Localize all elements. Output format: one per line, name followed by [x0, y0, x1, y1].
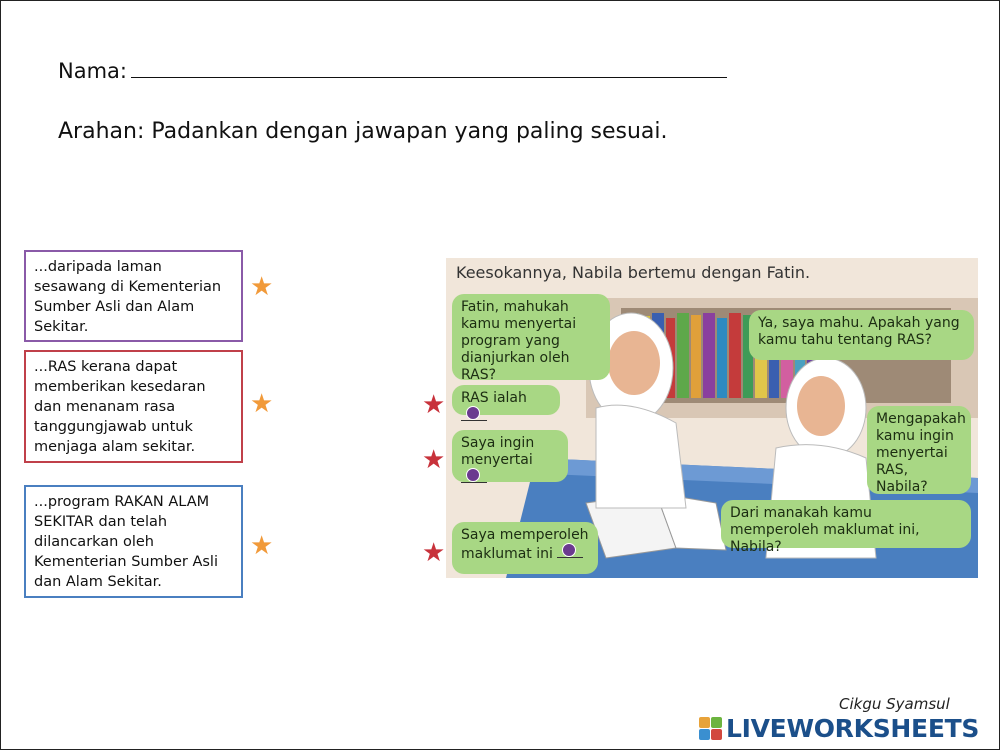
answer-blank-2[interactable]: [461, 469, 487, 483]
speech-bubble-mengapakah: [867, 406, 971, 494]
bubble-text-line-1: Saya memperoleh: [461, 527, 589, 543]
answer-dot-icon: [466, 468, 480, 482]
match-star-target-2[interactable]: ★: [422, 445, 446, 475]
answer-choice-text: ...daripada laman sesawang di Kementerian Sumber Asli dan Alam Sekitar.: [34, 259, 222, 335]
liveworksheets-logo-icon: [699, 717, 722, 740]
speech-bubble-saya-memperoleh: [452, 522, 598, 574]
bubble-text: Ya, saya mahu. Apakah yang kamu tahu tentang RAS?: [758, 315, 960, 348]
brand-name: LIVEWORKSHEETS: [726, 714, 980, 743]
speech-bubble-saya-ingin: [452, 430, 568, 482]
liveworksheets-logo[interactable]: [699, 714, 979, 744]
bubble-text: Dari manakah kamu memperoleh maklumat ini, Nabila?: [730, 505, 920, 555]
match-star-source-2[interactable]: ★: [250, 389, 274, 419]
name-row: [58, 57, 727, 83]
bubble-text: RAS ialah: [461, 390, 527, 406]
comic-caption: Keesokannya, Nabila bertemu dengan Fatin.: [456, 263, 811, 282]
speech-bubble-fatin-question: [452, 294, 610, 383]
bubble-text: Mengapakah kamu ingin menyertai RAS, Nabila?: [876, 411, 966, 495]
answer-dot-icon: [466, 406, 480, 420]
answer-choice-text: ...program RAKAN ALAM SEKITAR dan telah dilancarkan oleh Kementerian Sumber Asli dan Alam Sekitar.: [34, 494, 218, 590]
answer-choice-text: ...RAS kerana dapat memberikan kesedaran dan menanam rasa tanggungjawab untuk menjaga alam sekitar.: [34, 359, 206, 455]
speech-bubble-ras-ialah: [452, 385, 560, 415]
speech-bubble-reply-yes: [749, 310, 974, 360]
match-star-source-3[interactable]: ★: [250, 531, 274, 561]
match-star-source-1[interactable]: ★: [250, 272, 274, 302]
bubble-text: Fatin, mahukah kamu menyertai program yang dianjurkan oleh RAS?: [461, 299, 577, 383]
answer-choice-3[interactable]: [24, 485, 243, 598]
author-credit: Cikgu Syamsul: [839, 695, 950, 713]
bubble-text-line-2: maklumat ini: [461, 546, 553, 562]
name-field[interactable]: [131, 57, 727, 78]
speech-bubble-dari-manakah: [721, 500, 971, 555]
instruction-text: Arahan: Padankan dengan jawapan yang paling sesuai.: [58, 119, 668, 144]
answer-blank-1[interactable]: [461, 407, 487, 421]
answer-blank-3[interactable]: [557, 544, 583, 558]
match-star-target-1[interactable]: ★: [422, 390, 446, 420]
answer-dot-icon: [562, 543, 576, 557]
answer-choice-2[interactable]: [24, 350, 243, 463]
match-star-target-3[interactable]: ★: [422, 538, 446, 568]
comic-illustration: [446, 258, 978, 578]
answer-choice-1[interactable]: [24, 250, 243, 342]
bubble-text-line-1: Saya ingin: [461, 435, 535, 451]
name-label: Nama:: [58, 59, 127, 83]
bubble-text-line-2: menyertai: [461, 452, 533, 468]
